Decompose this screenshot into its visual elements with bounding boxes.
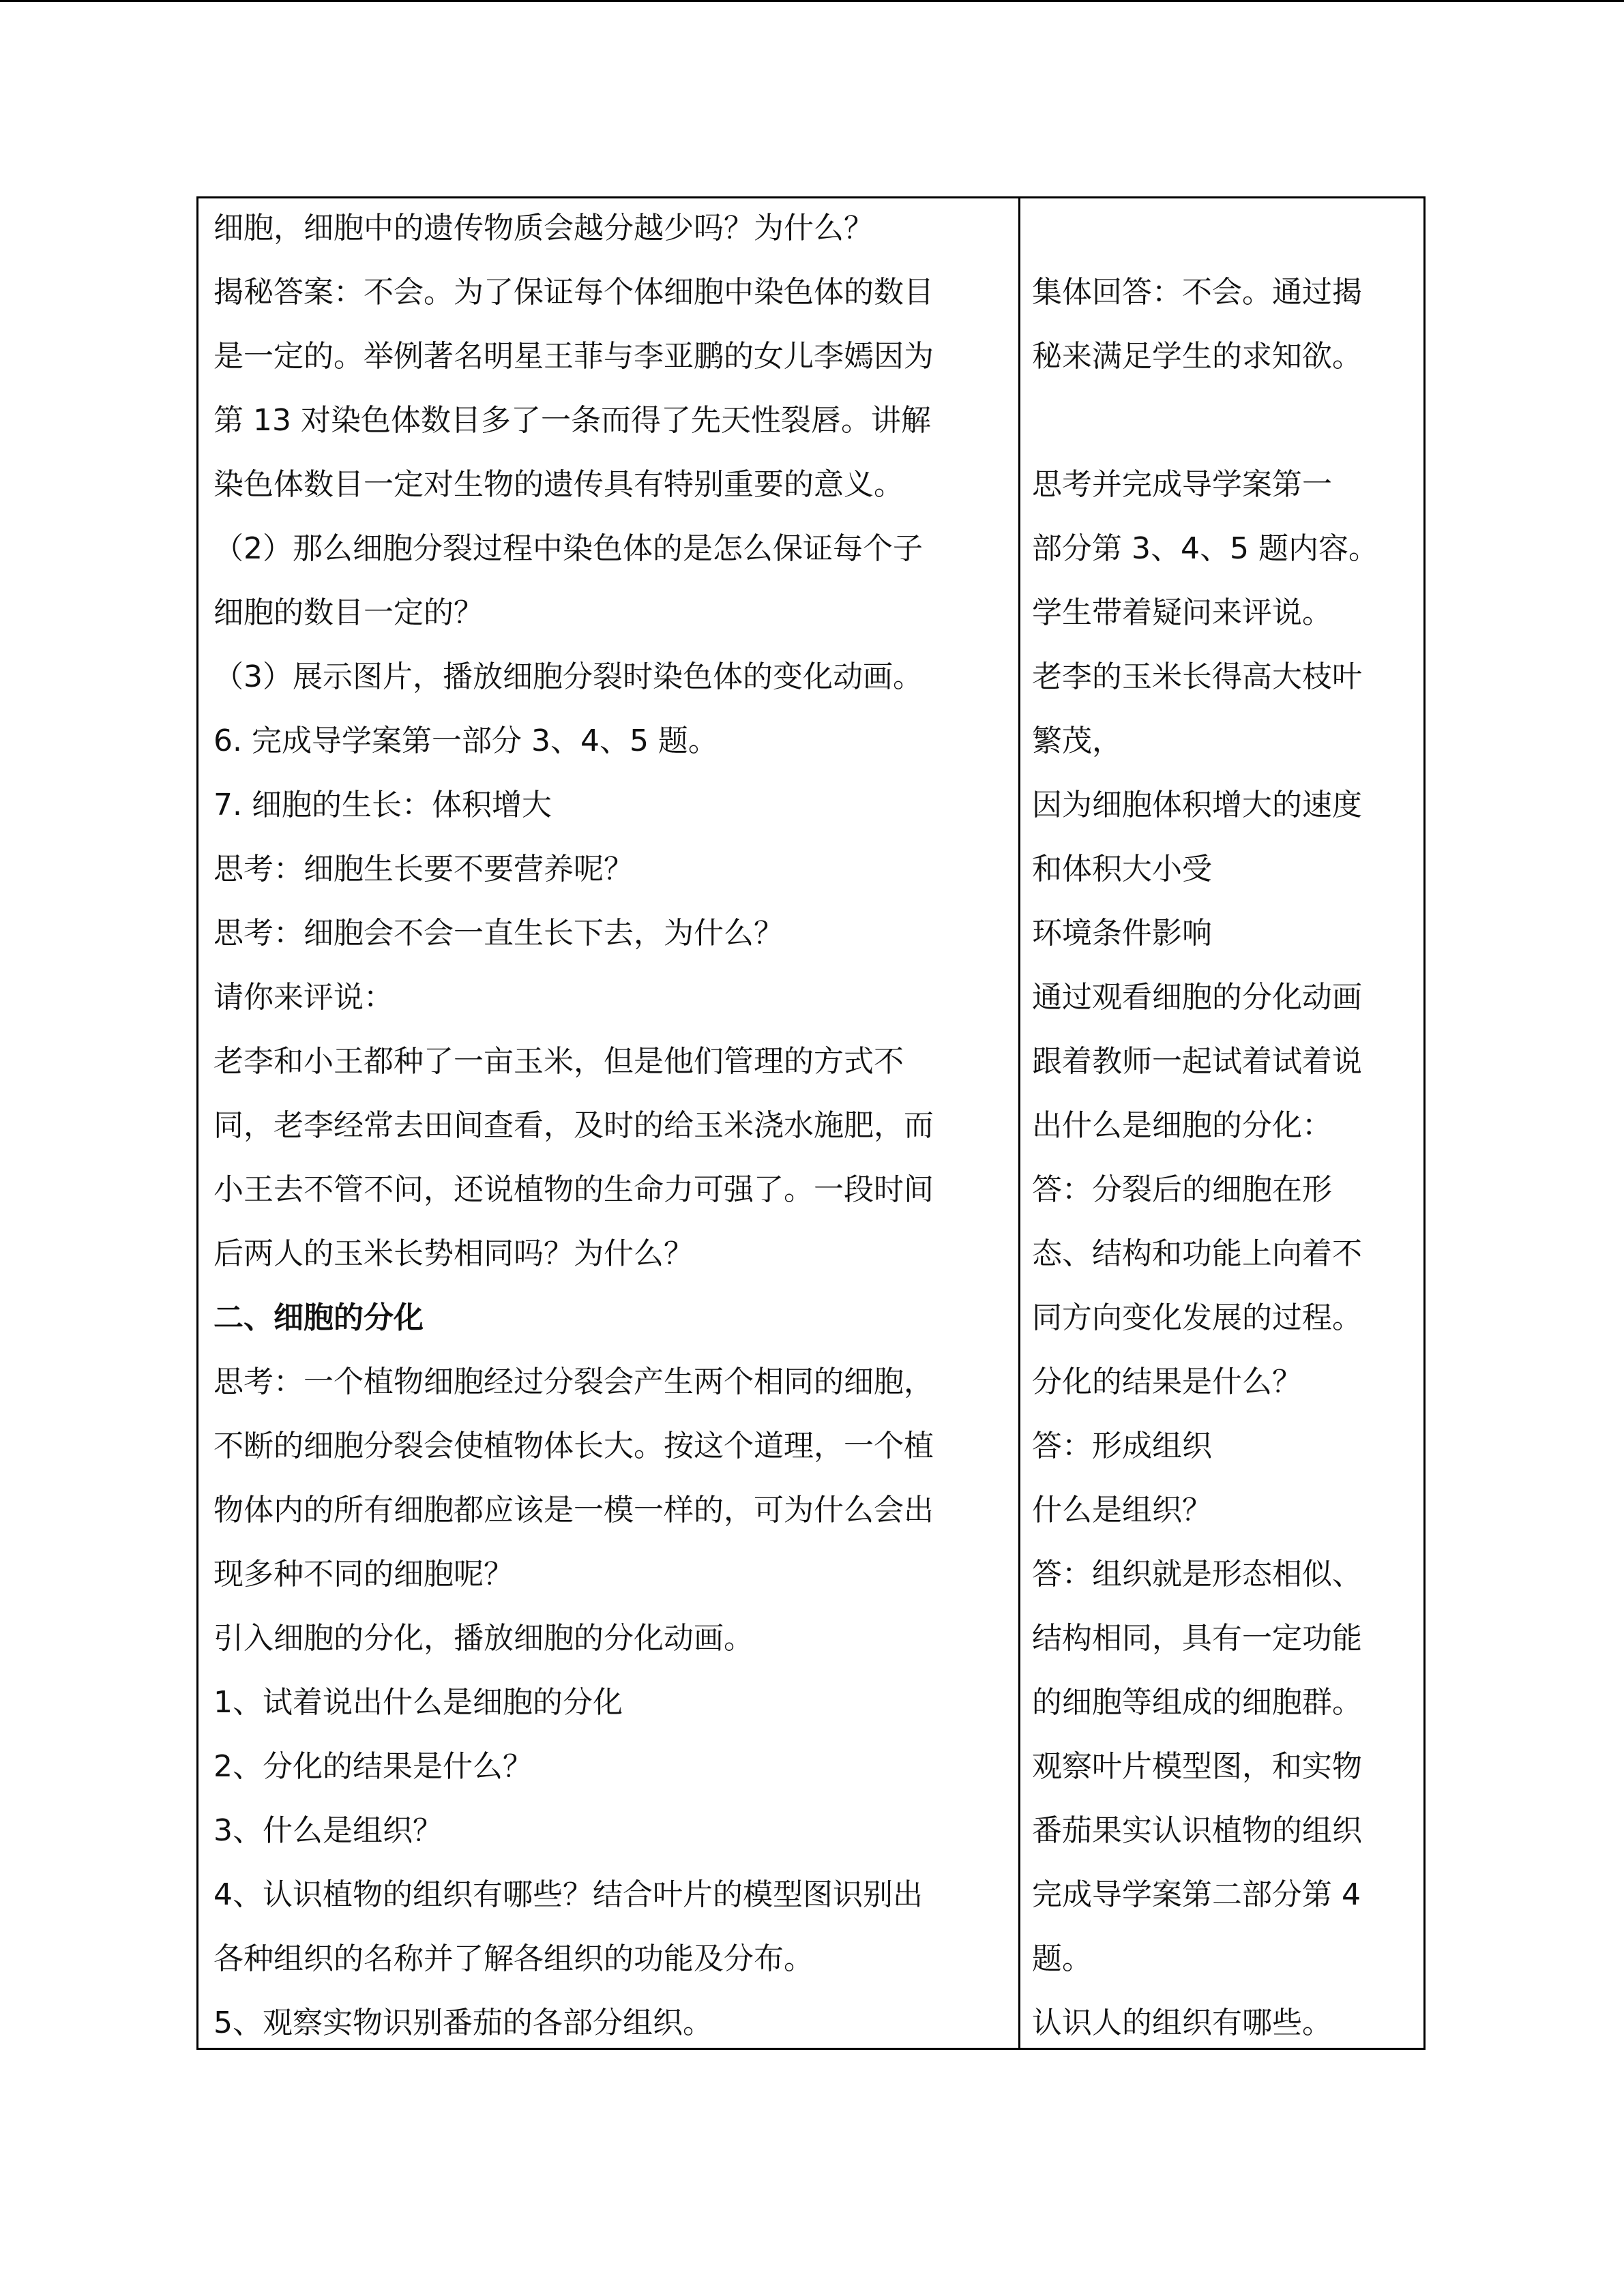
right-line: 什么是组织？ — [1032, 1493, 1212, 1527]
right-line: 观察叶片模型图，和实物 — [1032, 1749, 1362, 1784]
left-line: 2、分化的结果是什么？ — [213, 1749, 533, 1784]
right-line: 和体积大小受 — [1032, 852, 1212, 886]
right-line: 完成导学案第二部分第 4 — [1032, 1877, 1361, 1912]
right-line: 结构相同，具有一定功能 — [1032, 1621, 1362, 1656]
right-line: 出什么是细胞的分化： — [1032, 1108, 1332, 1143]
right-line: 跟着教师一起试着试着说 — [1032, 1044, 1362, 1079]
section-heading: 二、细胞的分化 — [213, 1300, 424, 1335]
right-line: 集体回答：不会。通过揭 — [1032, 275, 1362, 310]
right-line: 老李的玉米长得高大枝叶 — [1032, 659, 1362, 694]
right-line: 同方向变化发展的过程。 — [1032, 1300, 1362, 1335]
left-line: 后两人的玉米长势相同吗？为什么？ — [213, 1236, 694, 1271]
left-line: 引入细胞的分化，播放细胞的分化动画。 — [213, 1621, 754, 1656]
page-top-border — [0, 0, 1624, 2]
right-line: 答：分裂后的细胞在形 — [1032, 1172, 1332, 1207]
lesson-table — [196, 196, 1426, 2050]
left-line: 1、试着说出什么是细胞的分化 — [213, 1685, 623, 1720]
left-line: 细胞，细胞中的遗传物质会越分越少吗？为什么？ — [213, 211, 874, 245]
left-line: 现多种不同的细胞呢？ — [213, 1557, 514, 1592]
left-line: 各种组织的名称并了解各组织的功能及分布。 — [213, 1941, 814, 1976]
left-line: 细胞的数目一定的？ — [213, 595, 484, 630]
right-line: 分化的结果是什么？ — [1032, 1365, 1302, 1399]
right-line: 环境条件影响 — [1032, 916, 1212, 951]
right-line: 通过观看细胞的分化动画 — [1032, 980, 1362, 1015]
left-line: 小王去不管不问，还说植物的生命力可强了。一段时间 — [213, 1172, 934, 1207]
right-line: 部分第 3、4、5 题内容。 — [1032, 531, 1378, 566]
left-line: 5、观察实物识别番茄的各部分组织。 — [213, 2006, 713, 2040]
left-line: 揭秘答案：不会。为了保证每个体细胞中染色体的数目 — [213, 275, 934, 310]
left-line: 是一定的。举例著名明星王菲与李亚鹏的女儿李嫣因为 — [213, 339, 934, 374]
left-line: 7. 细胞的生长：体积增大 — [213, 788, 552, 822]
left-line: 第 13 对染色体数目多了一条而得了先天性裂唇。讲解 — [213, 403, 931, 438]
right-line: 秘来满足学生的求知欲。 — [1032, 339, 1362, 374]
left-line: （2）那么细胞分裂过程中染色体的是怎么保证每个子 — [213, 531, 923, 566]
left-line: （3）展示图片，播放细胞分裂时染色体的变化动画。 — [213, 659, 923, 694]
right-line: 思考并完成导学案第一 — [1032, 467, 1332, 502]
left-line: 思考：一个植物细胞经过分裂会产生两个相同的细胞， — [213, 1365, 934, 1399]
right-line: 繁茂， — [1032, 724, 1122, 758]
left-line: 6. 完成导学案第一部分 3、4、5 题。 — [213, 724, 718, 758]
right-line: 学生带着疑问来评说。 — [1032, 595, 1332, 630]
left-line: 请你来评说： — [213, 980, 394, 1015]
left-line: 4、认识植物的组织有哪些？结合叶片的模型图识别出 — [213, 1877, 923, 1912]
right-line: 答：形成组织 — [1032, 1429, 1212, 1463]
right-line: 因为细胞体积增大的速度 — [1032, 788, 1362, 822]
right-line: 态、结构和功能上向着不 — [1032, 1236, 1362, 1271]
left-line: 老李和小王都种了一亩玉米，但是他们管理的方式不 — [213, 1044, 904, 1079]
right-line: 番茄果实认识植物的组织 — [1032, 1813, 1362, 1848]
left-line: 不断的细胞分裂会使植物体长大。按这个道理，一个植 — [213, 1429, 934, 1463]
left-line: 同，老李经常去田间查看，及时的给玉米浇水施肥，而 — [213, 1108, 934, 1143]
right-line: 答：组织就是形态相似、 — [1032, 1557, 1362, 1592]
left-line: 染色体数目一定对生物的遗传具有特别重要的意义。 — [213, 467, 904, 502]
left-line: 思考：细胞生长要不要营养呢？ — [213, 852, 634, 886]
left-line: 3、什么是组织？ — [213, 1813, 443, 1848]
right-line: 题。 — [1032, 1941, 1092, 1976]
column-divider — [1018, 198, 1020, 2048]
left-line: 物体内的所有细胞都应该是一模一样的，可为什么会出 — [213, 1493, 934, 1527]
right-line: 的细胞等组成的细胞群。 — [1032, 1685, 1362, 1720]
left-line: 思考：细胞会不会一直生长下去，为什么？ — [213, 916, 784, 951]
right-line: 认识人的组织有哪些。 — [1032, 2006, 1332, 2040]
